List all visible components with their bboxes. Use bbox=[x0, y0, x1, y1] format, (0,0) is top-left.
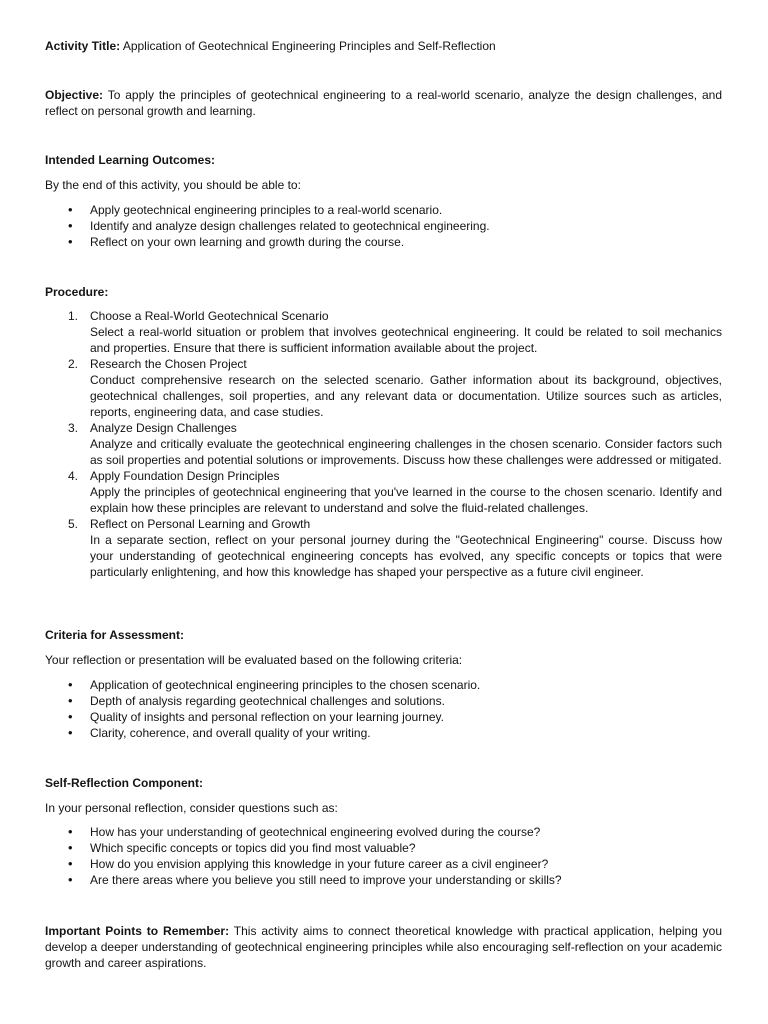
important-label: Important Points to Remember: bbox=[45, 924, 230, 938]
step-number: 5. bbox=[68, 517, 79, 531]
procedure-step bbox=[45, 308, 722, 356]
objective-label: Objective: bbox=[45, 88, 104, 102]
list-item: • How has your understanding of geotechnical engineering evolved during the course? bbox=[68, 824, 541, 839]
bullet-icon: • bbox=[68, 725, 73, 740]
step-number: 2. bbox=[68, 357, 79, 371]
bullet-icon: • bbox=[68, 234, 73, 249]
criteria-list bbox=[45, 677, 722, 741]
step-number: 1. bbox=[68, 309, 79, 323]
bullet-icon: • bbox=[68, 824, 73, 839]
step-description: Select a real-world situation or problem that involves geotechnical engineering. It could be related to soil mechanics and properties. Ensure that there is sufficient information available about the project. bbox=[90, 325, 722, 355]
objective-section bbox=[45, 87, 722, 119]
objective-text: To apply the principles of geotechnical engineering to a real-world scenario, analyze the design challenges, and reflect on personal growth and learning. bbox=[45, 88, 722, 118]
activity-title bbox=[45, 38, 722, 54]
step-description: Analyze and critically evaluate the geotechnical engineering challenges in the chosen scenario. Consider factors such as soil properties and potential solutions or improvements. Discuss how these challenges were addressed or mitigated. bbox=[90, 437, 722, 467]
learning-outcomes-list bbox=[45, 202, 722, 250]
list-item: • Quality of insights and personal reflection on your learning journey. bbox=[68, 709, 444, 724]
step-title: Reflect on Personal Learning and Growth bbox=[90, 517, 311, 531]
important-points bbox=[45, 923, 722, 971]
step-number: 4. bbox=[68, 469, 79, 483]
bullet-icon: • bbox=[68, 872, 73, 887]
list-item: • How do you envision applying this knowledge in your future career as a civil engineer? bbox=[68, 856, 549, 871]
bullet-icon: • bbox=[68, 693, 73, 708]
step-title: Research the Chosen Project bbox=[90, 357, 247, 371]
step-description: Apply the principles of geotechnical engineering that you've learned in the course to the chosen scenario. Identify and explain how these principles are relevant to understand and solve the fluid-related challenges. bbox=[90, 485, 722, 515]
list-item: • Identify and analyze design challenges related to geotechnical engineering. bbox=[68, 218, 490, 233]
learning-outcomes-intro: By the end of this activity, you should be able to: bbox=[45, 178, 301, 192]
step-description: In a separate section, reflect on your personal journey during the "Geotechnical Engineering" course. Discuss how your understanding of geotechnical engineering concepts has evolved, any specific concepts or topics that were particularly enlightening, and how this knowledge has shaped your perspective as a future civil engineer. bbox=[90, 533, 722, 579]
procedure-step bbox=[45, 356, 722, 420]
procedure-step bbox=[45, 516, 722, 580]
step-description: Conduct comprehensive research on the selected scenario. Gather information about its background, objectives, geotechnical challenges, soil properties, and any relevant data or documentation. Utilize sources such as articles, reports, engineering data, and case studies. bbox=[90, 373, 722, 419]
procedure-heading: Procedure: bbox=[45, 285, 109, 299]
list-item: • Clarity, coherence, and overall quality of your writing. bbox=[68, 725, 371, 740]
list-item: • Reflect on your own learning and growth during the course. bbox=[68, 234, 405, 249]
list-item: • Apply geotechnical engineering principles to a real-world scenario. bbox=[68, 202, 443, 217]
procedure-steps bbox=[45, 308, 722, 580]
list-item: • Depth of analysis regarding geotechnical challenges and solutions. bbox=[68, 693, 445, 708]
list-item: • Are there areas where you believe you still need to improve your understanding or skills? bbox=[68, 872, 562, 887]
bullet-icon: • bbox=[68, 856, 73, 871]
important-text: This activity aims to connect theoretical knowledge with practical application, helping you develop a deeper understanding of geotechnical engineering principles while also encouraging self-reflection on your academic growth and career aspirations. bbox=[45, 924, 722, 970]
learning-outcomes-heading: Intended Learning Outcomes: bbox=[45, 153, 216, 167]
activity-title-label: Activity Title: bbox=[45, 39, 121, 53]
list-item: • Which specific concepts or topics did you find most valuable? bbox=[68, 840, 416, 855]
self-reflection-heading: Self-Reflection Component: bbox=[45, 776, 203, 790]
self-reflection-list bbox=[45, 824, 722, 888]
step-title: Apply Foundation Design Principles bbox=[90, 469, 280, 483]
list-item: • Application of geotechnical engineering principles to the chosen scenario. bbox=[68, 677, 481, 692]
procedure-step bbox=[45, 468, 722, 516]
bullet-icon: • bbox=[68, 218, 73, 233]
bullet-icon: • bbox=[68, 677, 73, 692]
step-number: 3. bbox=[68, 421, 79, 435]
procedure-step bbox=[45, 420, 722, 468]
criteria-intro: Your reflection or presentation will be evaluated based on the following criteria: bbox=[45, 653, 463, 667]
bullet-icon: • bbox=[68, 840, 73, 855]
bullet-icon: • bbox=[68, 202, 73, 217]
step-title: Analyze Design Challenges bbox=[90, 421, 237, 435]
bullet-icon: • bbox=[68, 709, 73, 724]
step-title: Choose a Real-World Geotechnical Scenario bbox=[90, 309, 329, 323]
criteria-heading: Criteria for Assessment: bbox=[45, 628, 184, 642]
activity-title-text: Application of Geotechnical Engineering Principles and Self-Reflection bbox=[122, 39, 496, 53]
self-reflection-intro: In your personal reflection, consider questions such as: bbox=[45, 801, 338, 815]
